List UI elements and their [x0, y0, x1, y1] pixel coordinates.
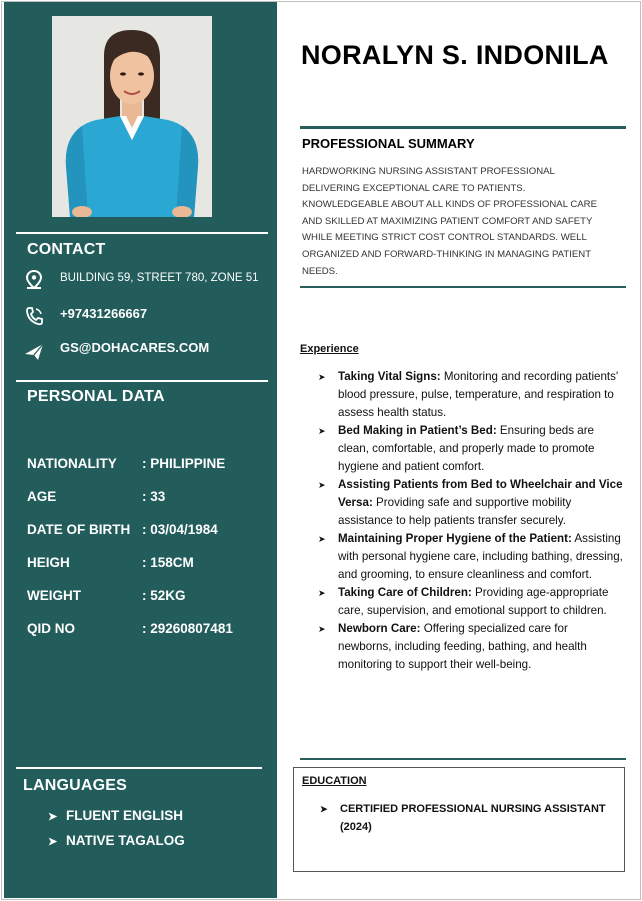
education-heading: EDUCATION — [302, 775, 367, 787]
experience-item-title: Newborn Care: — [338, 622, 421, 635]
arrow-bullet-icon: ➤ — [318, 372, 326, 382]
experience-item-title: Taking Vital Signs: — [338, 370, 441, 383]
personal-value-dob: : 03/04/1984 — [142, 522, 218, 537]
language-label: NATIVE TAGALOG — [66, 833, 185, 848]
experience-item — [318, 476, 623, 530]
arrow-bullet-icon: ➤ — [318, 426, 326, 436]
personal-label-height: HEIGH — [27, 555, 70, 570]
arrow-bullet-icon: ➤ — [318, 588, 326, 598]
location-pin-icon — [24, 270, 44, 290]
contact-address-row — [24, 270, 259, 290]
experience-item-text: Providing age-appropriate care, supervision, and emotional support to children. — [338, 586, 609, 617]
education-item-label: CERTIFIED PROFESSIONAL NURSING ASSISTANT (2024) — [340, 803, 606, 833]
experience-item-title: Assisting Patients from Bed to Wheelchair and Vice Versa: — [338, 478, 623, 509]
contact-address: BUILDING 59, STREET 780, ZONE 51 — [60, 272, 259, 284]
contact-email-row — [24, 340, 210, 362]
arrow-bullet-icon: ➤ — [48, 811, 58, 823]
candidate-name: NORALYN S. INDONILA — [301, 40, 609, 70]
arrow-bullet-icon: ➤ — [318, 480, 326, 490]
experience-item-text: Ensuring beds are clean, comfortable, and properly made to promote hygiene and patient comfort. — [338, 424, 595, 473]
experience-item-text: Providing safe and supportive mobility assistance to help patients transfer securely. — [338, 496, 572, 527]
experience-item — [318, 368, 623, 422]
contact-divider — [16, 232, 268, 234]
experience-item — [318, 422, 623, 476]
paper-plane-icon — [24, 342, 44, 362]
sidebar — [4, 2, 277, 898]
contact-phone-row — [24, 306, 148, 326]
experience-item — [318, 584, 623, 620]
experience-item — [318, 530, 623, 584]
contact-heading: CONTACT — [27, 241, 106, 258]
personal-label-nationality: NATIONALITY — [27, 456, 117, 471]
experience-item-text: Assisting with personal hygiene care, including bathing, dressing, and grooming, to ensure cleanliness and comfort. — [338, 532, 623, 581]
summary-heading: PROFESSIONAL SUMMARY — [302, 136, 475, 151]
arrow-bullet-icon: ➤ — [318, 534, 326, 544]
personal-data-heading: PERSONAL DATA — [27, 388, 165, 405]
experience-list — [318, 368, 623, 674]
personal-value-weight: : 52KG — [142, 588, 186, 603]
personal-value-age: : 33 — [142, 489, 166, 504]
experience-item-text: Monitoring and recording patients' blood pressure, pulse, temperature, and respiration to assess health status. — [338, 370, 619, 419]
personal-divider — [16, 380, 268, 382]
arrow-bullet-icon: ➤ — [48, 836, 58, 848]
personal-label-qid: QID NO — [27, 621, 76, 636]
experience-item-text: Offering specialized care for newborns, including feeding, bathing, and health monitoring to support their well-being. — [338, 622, 587, 671]
summary-top-rule — [300, 126, 626, 129]
contact-phone[interactable]: +97431266667 — [60, 306, 148, 321]
language-item — [48, 808, 183, 823]
education-box — [293, 767, 625, 872]
language-label: FLUENT ENGLISH — [66, 808, 183, 823]
education-item — [320, 800, 620, 836]
summary-bottom-rule — [300, 286, 626, 288]
summary-text: HARDWORKING NURSING ASSISTANT PROFESSIONAL DELIVERING EXCEPTIONAL CARE TO PATIENTS. KNOWLEDGEABLE ABOUT ALL KINDS OF PROFESSIONAL CARE AND SKILLED AT MAXIMIZING PATIENT COMFORT AND SAFETY WHILE MEETING STRICT COST CONTROL STANDARDS. WELL ORGANIZED AND FORWARD-THINKING IN MANAGING PATIENT NEEDS. — [302, 166, 598, 277]
personal-label-dob: DATE OF BIRTH — [27, 522, 131, 537]
experience-item-title: Maintaining Proper Hygiene of the Patient: — [338, 532, 572, 545]
profile-photo-illustration — [52, 16, 212, 217]
arrow-bullet-icon: ➤ — [318, 624, 326, 634]
personal-label-age: AGE — [27, 489, 57, 504]
education-top-rule — [300, 758, 626, 760]
languages-heading: LANGUAGES — [23, 777, 128, 794]
experience-item-title: Bed Making in Patient’s Bed: — [338, 424, 497, 437]
experience-item — [318, 620, 623, 674]
contact-email[interactable]: GS@DOHACARES.COM — [60, 340, 210, 355]
personal-label-weight: WEIGHT — [27, 588, 81, 603]
phone-icon — [24, 306, 44, 326]
profile-photo — [52, 16, 212, 217]
experience-heading: Experience — [300, 343, 359, 355]
personal-value-height: : 158CM — [142, 555, 194, 570]
experience-item-title: Taking Care of Children: — [338, 586, 472, 599]
arrow-bullet-icon: ➤ — [320, 804, 328, 814]
language-item — [48, 833, 185, 848]
personal-value-qid: : 29260807481 — [142, 621, 233, 636]
languages-divider — [16, 767, 262, 769]
personal-value-nationality: : PHILIPPINE — [142, 456, 226, 471]
